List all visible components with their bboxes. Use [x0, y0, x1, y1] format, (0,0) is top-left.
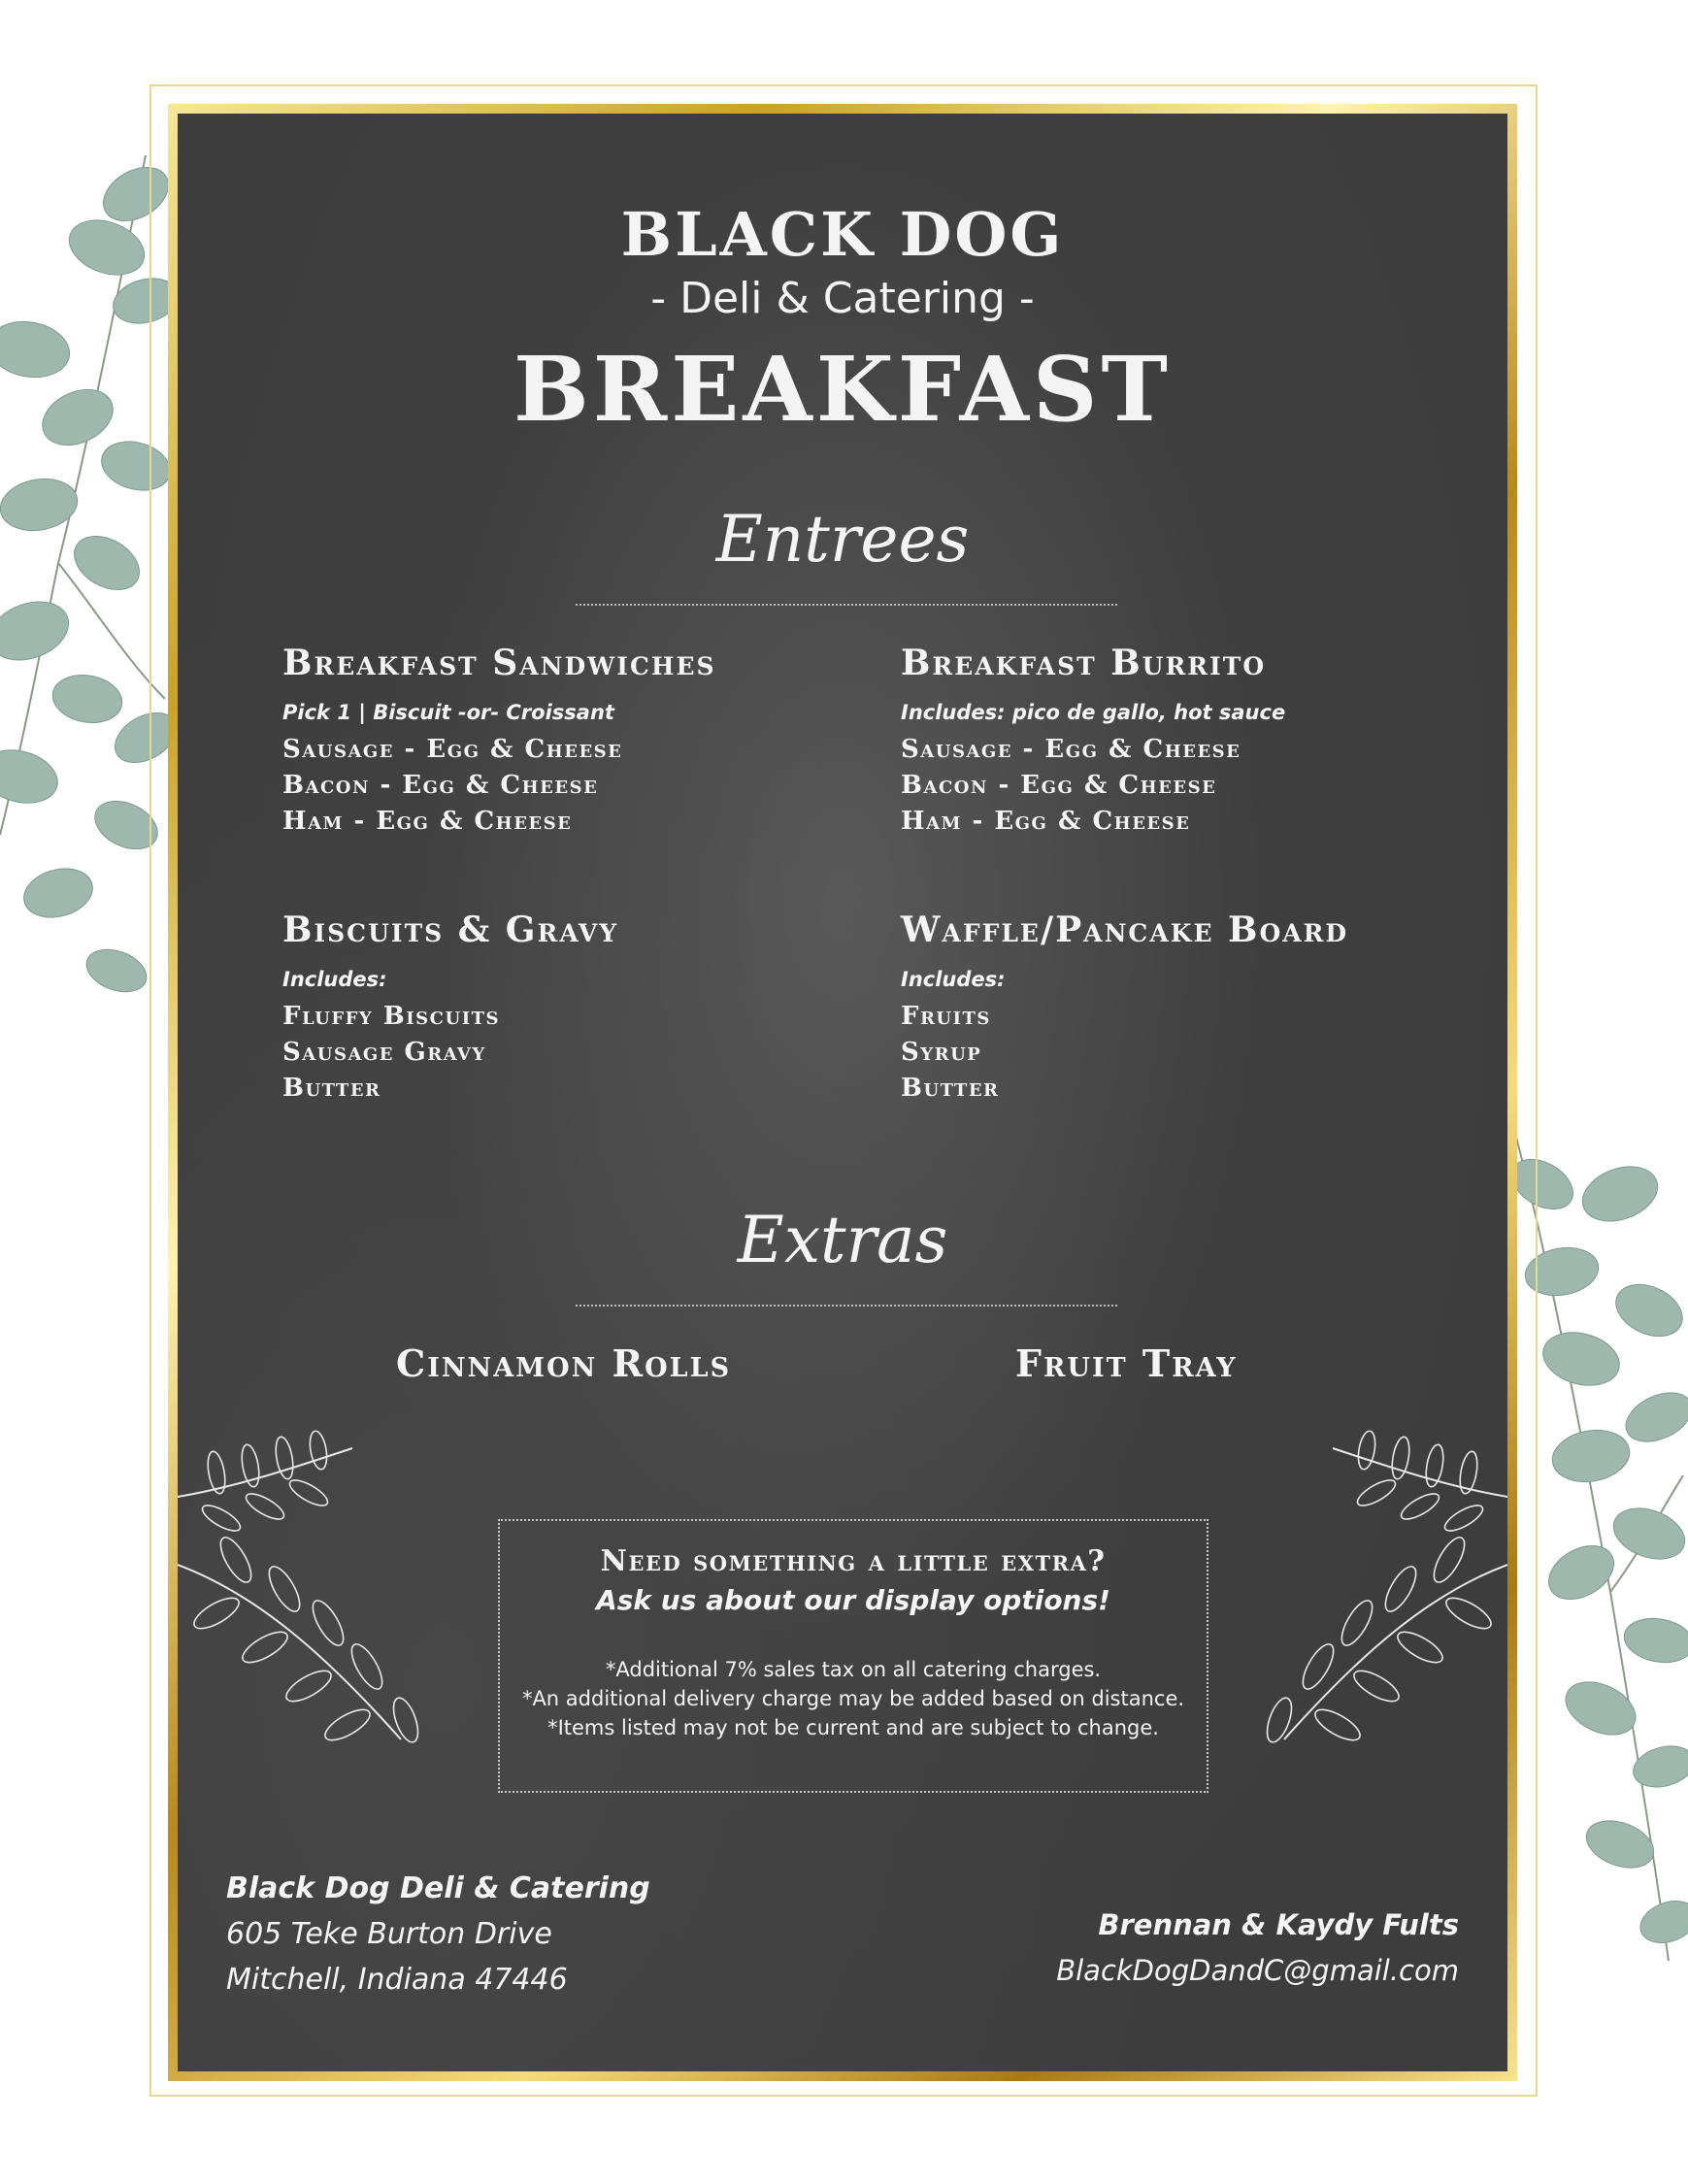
section-biscuits-gravy: [282, 910, 618, 1107]
callout-headline: Need something a little extra?: [600, 1544, 1107, 1578]
footer-owners: Brennan & Kaydy Fults: [1098, 1908, 1459, 1941]
fine-print-availability: *Items listed may not be current and are subject to change.: [547, 1716, 1159, 1739]
chalkboard: [178, 114, 1507, 2071]
section-title: Waffle/Pancake Board: [901, 910, 1349, 950]
display-options-callout: [498, 1519, 1208, 1793]
menu-item: Butter: [901, 1074, 1000, 1103]
menu-item: Bacon - Egg & Cheese: [901, 771, 1217, 800]
section-title: Breakfast Burrito: [901, 643, 1267, 683]
chalk-sprig-left-decoration: [178, 1429, 440, 1759]
section-note: Includes:: [282, 968, 387, 991]
menu-item: Sausage Gravy: [282, 1038, 486, 1067]
menu-item: Fruits: [901, 1002, 991, 1031]
footer-contact-block: [1056, 1903, 1459, 1994]
chalk-sprig-right-decoration: [1245, 1429, 1507, 1759]
callout-subline: Ask us about our display options!: [596, 1584, 1110, 1616]
section-note: Includes: pico de gallo, hot sauce: [901, 701, 1286, 724]
menu-item: Ham - Egg & Cheese: [901, 807, 1191, 836]
menu-item: Ham - Egg & Cheese: [282, 807, 573, 836]
menu-item: Bacon - Egg & Cheese: [282, 771, 599, 800]
business-title: BLACK DOG: [620, 199, 1065, 270]
fine-print-delivery: *An additional delivery charge may be added based on distance.: [521, 1687, 1185, 1710]
gold-frame: [168, 104, 1517, 2081]
section-title: Biscuits & Gravy: [282, 910, 619, 950]
extra-fruit-tray: Fruit Tray: [1015, 1341, 1238, 1385]
footer-email: BlackDogDandC@gmail.com: [1056, 1954, 1459, 1987]
section-note: Pick 1 | Biscuit -or- Croissant: [282, 701, 614, 724]
menu-item: Butter: [282, 1074, 381, 1103]
extras-divider: [576, 1305, 1117, 1307]
footer-address-line2: Mitchell, Indiana 47446: [226, 1963, 568, 1997]
footer-address-line1: 605 Teke Burton Drive: [226, 1917, 552, 1951]
extras-heading: Extras: [737, 1203, 948, 1277]
menu-item: Fluffy Biscuits: [282, 1002, 501, 1031]
section-waffle-pancake-board: [901, 910, 1348, 1107]
footer-business-name: Black Dog Deli & Catering: [226, 1871, 650, 1905]
entrees-heading: Entrees: [715, 502, 970, 577]
extra-cinnamon-rolls: Cinnamon Rolls: [396, 1341, 732, 1385]
business-subtitle: - Deli & Catering -: [650, 274, 1035, 323]
menu-item: Sausage - Egg & Cheese: [901, 735, 1241, 764]
section-title: Breakfast Sandwiches: [282, 643, 716, 683]
section-breakfast-burrito: [901, 643, 1285, 840]
fine-print-tax: *Additional 7% sales tax on all catering charges.: [605, 1658, 1102, 1681]
menu-item: Syrup: [901, 1038, 982, 1067]
menu-title: BREAKFAST: [513, 337, 1172, 442]
entrees-divider: [576, 604, 1117, 606]
menu-item: Sausage - Egg & Cheese: [282, 735, 623, 764]
footer-address-block: [226, 1866, 650, 2002]
section-breakfast-sandwiches: [282, 643, 716, 840]
section-note: Includes:: [901, 968, 1006, 991]
